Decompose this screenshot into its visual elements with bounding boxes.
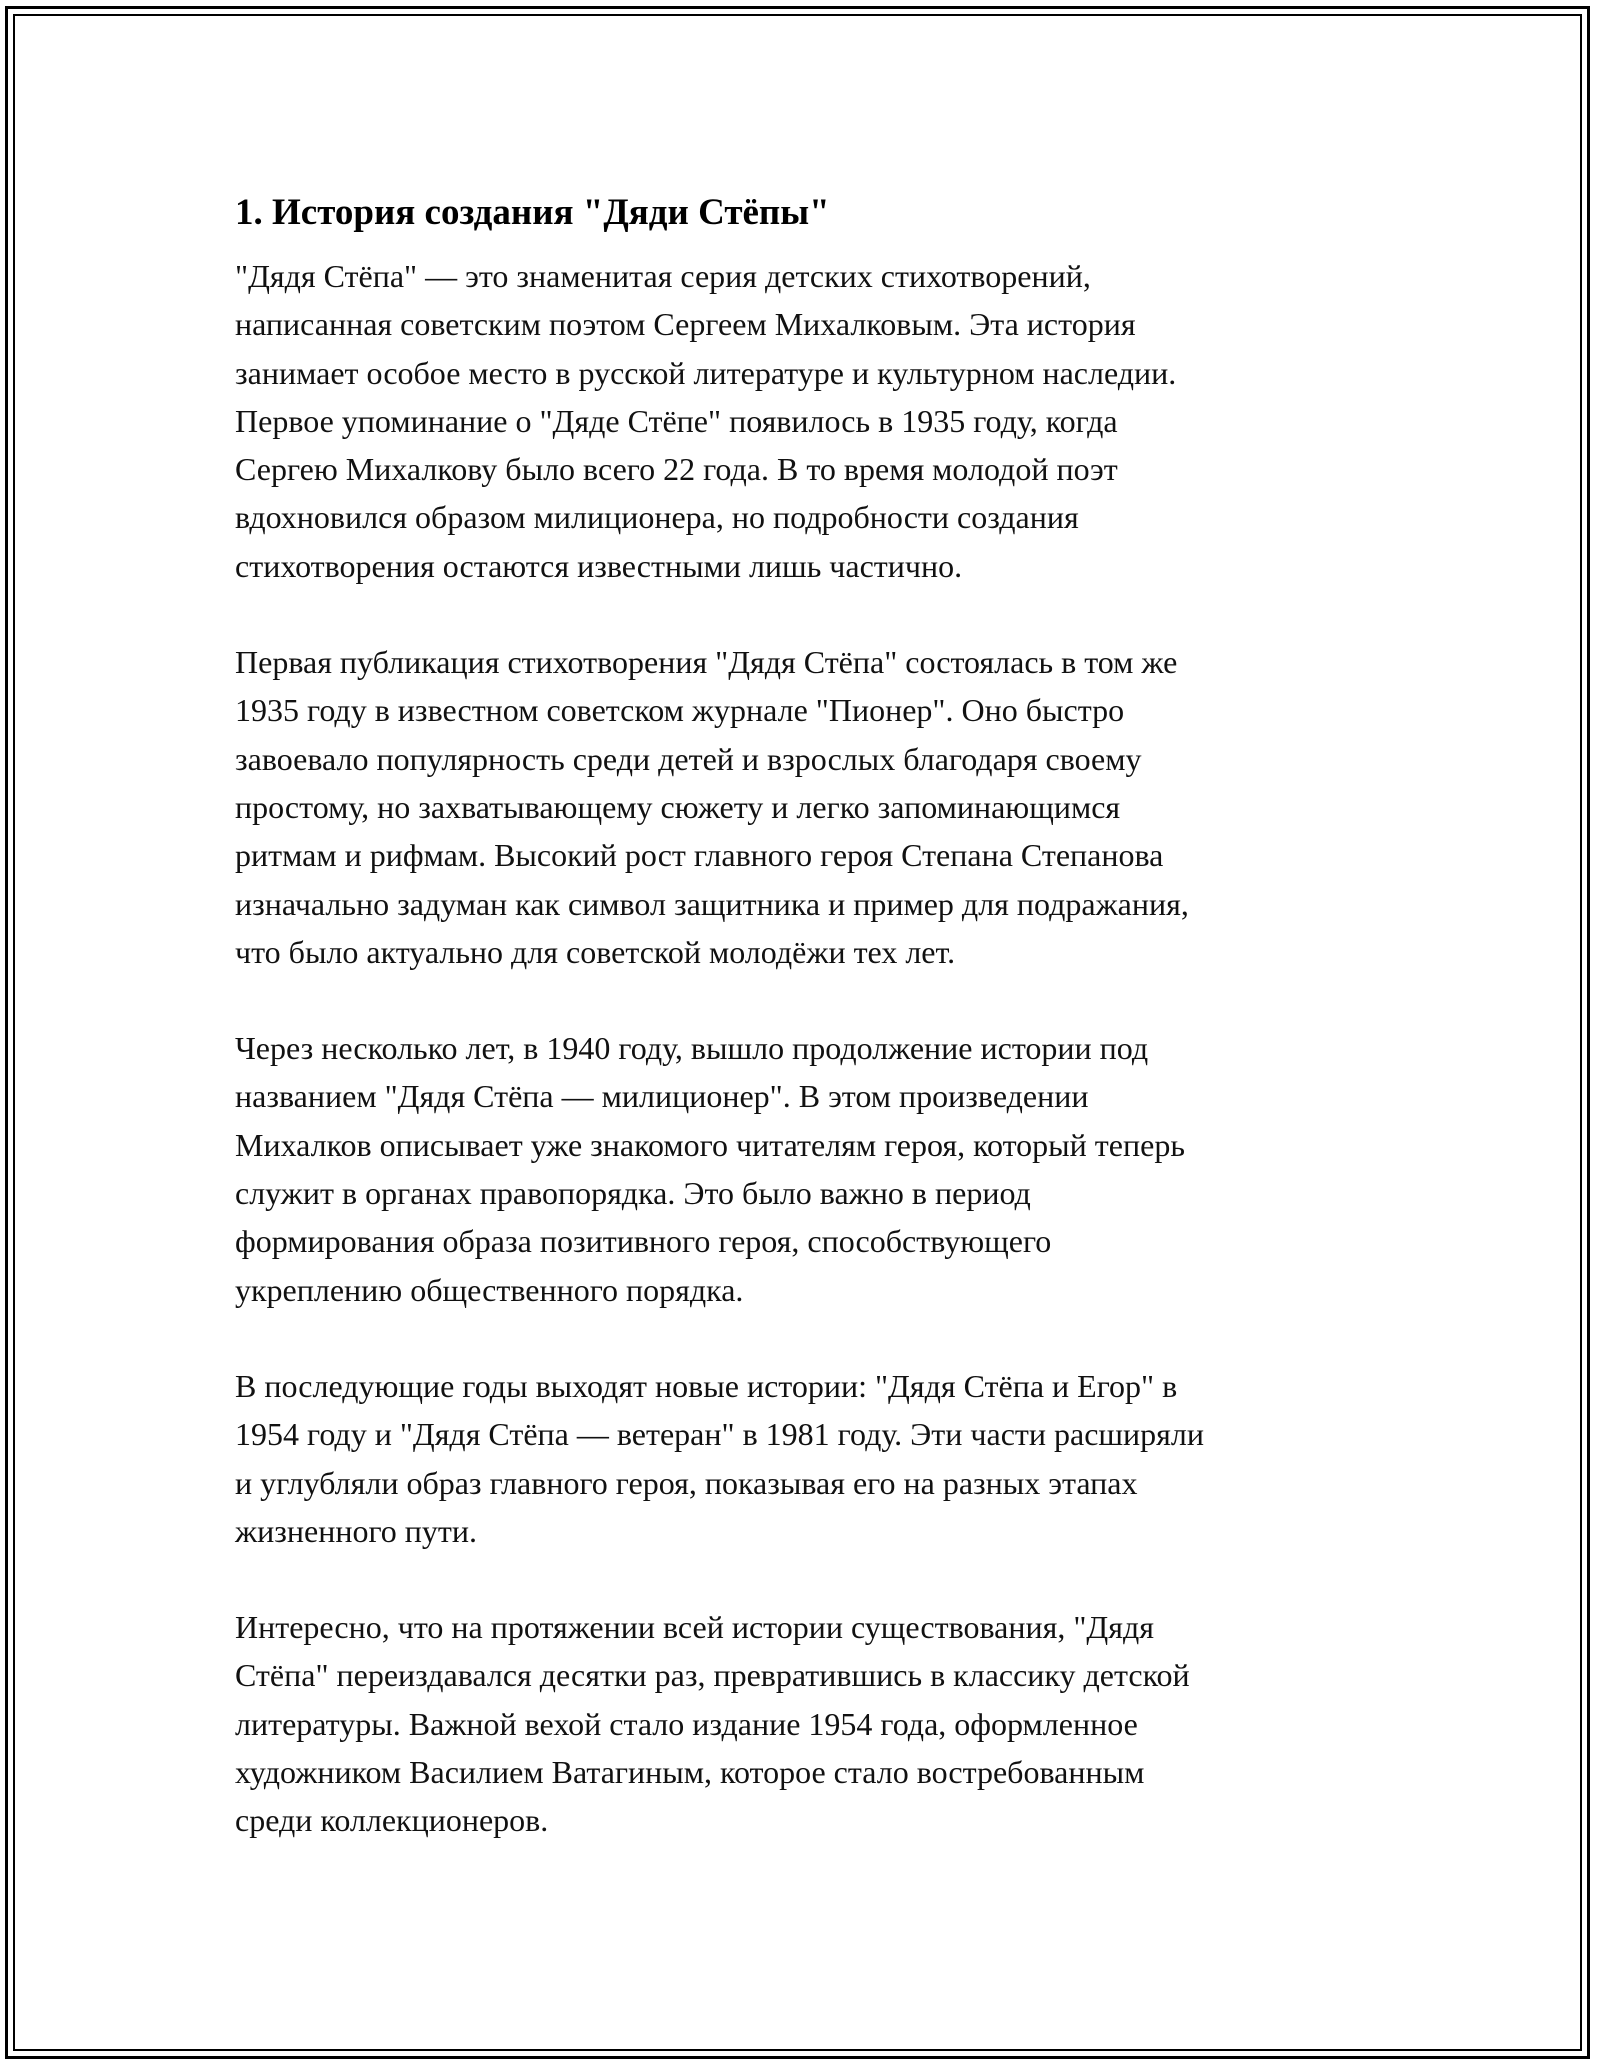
paragraph-2: Первая публикация стихотворения "Дядя Стёпа" состоялась в том же 1935 году в известном советском журнале "Пионер". Оно быстро завоевало популярность среди детей и взрослых благодаря своему простому, но захватывающему сюжету и легко запоминающимся ритмам и рифмам. Высокий рост главного героя Степана Степанова изначально задуман как символ защитника и пример для подражания, что было актуально для советской молодёжи тех лет.: [235, 644, 1189, 970]
document-body: [235, 186, 1375, 1893]
section-heading: 1. История создания "Дяди Стёпы": [235, 192, 830, 233]
paragraph-1: "Дядя Стёпа" — это знаменитая серия детских стихотворений, написанная советским поэтом Сергеем Михалковым. Эта история занимает особое место в русской литературе и культурном наследии. Первое упоминание о "Дяде Стёпе" появилось в 1935 году, когда Сергею Михалкову было всего 22 года. В то время молодой поэт вдохновился образом милиционера, но подробности создания стихотворения остаются известными лишь частично.: [235, 258, 1177, 584]
paragraph-5: Интересно, что на протяжении всей истории существования, "Дядя Стёпа" переиздавался десятки раз, превратившись в классику детской литературы. Важной вехой стало издание 1954 года, оформленное художником Василием Ватагиным, которое стало востребованным среди коллекционеров.: [235, 1609, 1190, 1839]
paragraph-4: В последующие годы выходят новые истории: "Дядя Стёпа и Егор" в 1954 году и "Дядя Стёпа — ветеран" в 1981 году. Эти части расширяли и углубляли образ главного героя, показывая его на разных этапах жизненного пути.: [235, 1367, 1204, 1549]
paragraph-3: Через несколько лет, в 1940 году, вышло продолжение истории под названием "Дядя Стёпа — милиционер". В этом произведении Михалков описывает уже знакомого читателям героя, который теперь служит в органах правопорядка. Это было важно в период формирования образа позитивного героя, способствующего укреплению общественного порядка.: [235, 1030, 1185, 1308]
